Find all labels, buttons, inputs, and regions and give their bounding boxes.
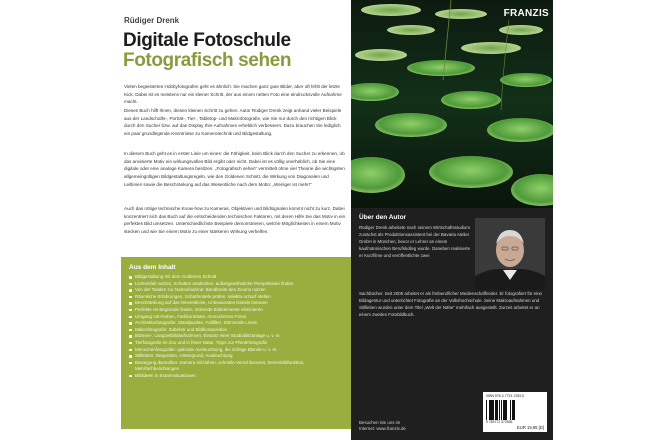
contents-item: Lichteinfall nutzen, Schatten entdecken, außergewöhnliche Perspektiven finden — [129, 281, 343, 288]
website-line-1: Besuchen Sie uns im — [359, 420, 401, 425]
barcode-area — [483, 392, 547, 432]
contents-item: Räumliche Erfahrungen, Schärfentiefe prüfen, selektiv scharf stellen — [129, 294, 343, 301]
publisher-logo: FRANZIS — [503, 8, 549, 19]
isbn-number: ISBN 978-3-7723-7283-5 — [486, 394, 524, 398]
contents-item: Bildgestaltung mit dem Goldenen Schnitt — [129, 274, 343, 281]
book-title: Digitale Fotoschule — [123, 30, 291, 51]
website-line-2: Internet: www.franzis.de — [359, 426, 406, 431]
contents-item: Von der Totalen zur Nahaufnahme: Bandbreite des Zooms nutzen — [129, 287, 343, 294]
contents-item: Beschränkung auf das Wesentliche, Unbewusstes Details betonen — [129, 300, 343, 307]
author-photo — [475, 218, 545, 290]
lily-pond-image — [351, 0, 553, 208]
contents-item: Tierfotografie im Zoo und in freier Natur, Tipps zur Pferdefotografie — [129, 340, 343, 347]
barcode — [486, 400, 544, 420]
author-portrait — [475, 218, 545, 290]
contents-item: Bildideen in Extremsituationen — [129, 373, 343, 380]
about-author-text-2: Sachbücher. Seit 2005 arbeitet er als freiberuflicher Medienschaffender. Er fotografiert für eine Bildagentur und unterrichtet Fotografie an der Volkshochschule. Seine Makroaufnahmen und Stillleben wurden unter dem Titel „Welt der Nähe“ mehrfach ausgestellt. Zurzeit arbeitet er an einem zweiten Fotobildbuch. — [359, 291, 542, 318]
intro-paragraph-2: Dieses Buch hilft Ihnen, diesen kleinen Schritt zu gehen. Autor Rüdiger Drenk zeigt anhand vieler Beispiele aus der Landschafts-, Porträt-, Tier-, Tabletop- und Makrofotografie, wie Sie nur durch den richtigen Blick durch den Sucher bzw. auf das Display Ihre Aufnahmen erheblich verbessern. Dazu brauchen Sie lediglich ein paar grundlegende Kenntnisse zu Kamerotechnik und Bildgestaltung. — [124, 108, 342, 137]
contents-item: Perfekte Hintergründe finden, störende Bildelemente eliminieren — [129, 307, 343, 314]
barcode-bar — [518, 400, 519, 420]
left-column — [115, 0, 351, 440]
intro-paragraph-1: Vielen begeisterten Hobbyfotografen geht es ähnlich: Sie machen ganz gute Bilder, aber oft fehlt der letzte Kick. Dabei ist es meistens nur ein kleiner Schritt, der aus einem netten Foto eine eindrucksvolle Aufnahme macht. — [124, 84, 342, 105]
contents-box — [121, 257, 351, 429]
lily-pad-photo — [351, 0, 553, 208]
author-name: Rüdiger Drenk — [124, 16, 180, 25]
contents-item: Stillleben: Requisiten, Hintergrund, Ausleuchtung — [129, 353, 343, 360]
about-author-title: Über den Autor — [359, 214, 407, 221]
contents-list — [129, 274, 343, 380]
contents-item: Architekturfotografie: Standpunkte, Fallfilter, Stürzende Linien — [129, 320, 343, 327]
website-note — [359, 420, 406, 432]
contents-item: Menschenfotografie: optimale Ausleuchtung, die richtige Blende u. v. m. — [129, 347, 343, 354]
contents-item: Umgang mit Farben, Farbkontraste, monochrome Fotos — [129, 314, 343, 321]
contents-title: Aus dem Inhalt — [129, 264, 176, 271]
price-label: EUR 19,95 [D] — [517, 425, 544, 430]
right-column — [351, 0, 553, 440]
intro-paragraph-4: Auch das nötige technische Know-how zu Kameras, Objektiven und Bildsignalen kommt nicht zu kurz. Dabei konzentriert sich das Buch auf die entscheidenden technischen Faktoren, mit deren Hilfe Sie das Motiv in ein perfektes Bild umsetzen. Unterschiedlichste Beispiele demonstrieren, welche Möglichkeiten in einem Motiv stecken und wie Sie einem Motiv zu einer stärkeren Wirkung verhelfen. — [124, 206, 346, 235]
contents-item: Bühnen-, Langzeitbildaufnahmen, Einsatz einer Studioblitzanlage u. v. m. — [129, 333, 343, 340]
book-subtitle: Fotografisch sehen — [123, 50, 292, 71]
contents-item: Bewegung darstellen: Kamera mitziehen, schnelle Verschlusszeit, Serienbildfunktion, Mehrfachbelichtungen — [129, 360, 343, 373]
barcode-digits: 9 783772 372835 — [486, 420, 513, 424]
contents-item: Makrofotografie: Zubehör und Bildkomposition — [129, 327, 343, 334]
intro-paragraph-3: In diesem Buch geht es in erster Linie um eines: die Fähigkeit, beim Blick durch den Sucher zu erkennen, ob das anvisierte Motiv ein wirkungsvolles Bild ergibt oder nicht. Dabei ist es völlig unerheblich, ob Sie eine digitale oder eine analoge Kamera besitzen. „Fotografisch sehen“ vermittelt ohne viel Theorie die wichtigsten allgemeingültigen Bildgestaltungsregeln, wie den Goldenen Schnitt, die Wirkung von Diagonalen und Leitlinien sowie die Beschränkung auf das Wesentliche nach dem Motto: „Weniger ist mehr!“ — [124, 151, 345, 187]
about-author-text-1: Rüdiger Drenk arbeitete nach seinem Wirtschaftsstudium zunächst als Produktionsassistent bei der Bavaria Atelier GmbH in München, bevor er Lehrer an einem kaufmännischen Berufskolleg wurde. Daneben realisierte er Kurzfilme und veröffentlichte zwei — [359, 225, 471, 259]
book-back-cover — [115, 0, 553, 440]
